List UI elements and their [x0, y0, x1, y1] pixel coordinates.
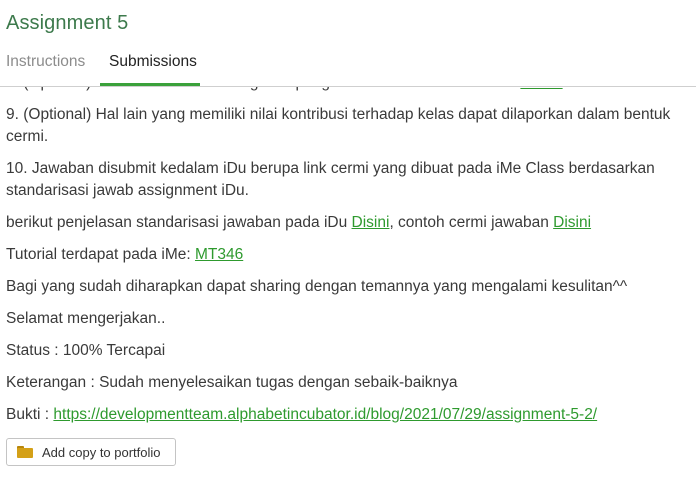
item-9: 9. (Optional) Hal lain yang memiliki nilai kontribusi terhadap kelas dapat dilaporkan dalam bentuk cermi. — [6, 106, 671, 145]
page-title: Assignment 5 — [6, 12, 129, 34]
tab-submissions[interactable]: Submissions — [109, 53, 197, 70]
tab-instructions[interactable]: Instructions — [6, 53, 86, 70]
tutorial-text: Tutorial terdapat pada iMe: — [6, 246, 195, 263]
tutorial-link[interactable]: MT346 — [194, 246, 244, 263]
bukti-link[interactable]: https://developmentteam.alphabetincubator.id/blog/2021/07/29/assignment-5-2/ — [53, 406, 598, 423]
active-tab-indicator — [100, 83, 200, 86]
penjelasan-text: berikut penjelasan standarisasi jawaban pada iDu — [6, 214, 352, 231]
keterangan-paragraph: Keterangan : Sudah menyelesaikan tugas dengan sebaik-baiknya — [6, 374, 458, 391]
add-copy-to-portfolio-label: Add copy to portfolio — [42, 444, 161, 460]
tutorial-paragraph — [6, 244, 690, 266]
penjelasan-link[interactable]: Disini — [351, 214, 390, 231]
status-value: 100% Tercapai — [62, 342, 166, 359]
penjelasan-paragraph — [6, 212, 690, 234]
status-label: Status : — [6, 342, 63, 359]
bukti-label: Bukti : — [6, 406, 54, 423]
selamat-paragraph: Selamat mengerjakan.. — [6, 310, 166, 327]
submission-content — [6, 72, 690, 436]
tab-bar — [0, 50, 696, 87]
folder-icon — [17, 446, 33, 458]
penjelasan-middle-text: , contoh cermi jawaban — [389, 214, 554, 231]
item-10: 10. Jawaban disubmit kedalam iDu berupa link cermi yang dibuat pada iMe Class berdasarkan standarisasi jawab assignment iDu. — [6, 160, 655, 199]
add-copy-to-portfolio-button[interactable] — [6, 438, 176, 466]
sharing-paragraph: Bagi yang sudah diharapkan dapat sharing dengan temannya yang mengalami kesulitan^^ — [6, 278, 628, 295]
status-paragraph — [6, 340, 690, 362]
bukti-paragraph — [6, 404, 690, 426]
contoh-cermi-link[interactable]: Disini — [553, 214, 592, 231]
